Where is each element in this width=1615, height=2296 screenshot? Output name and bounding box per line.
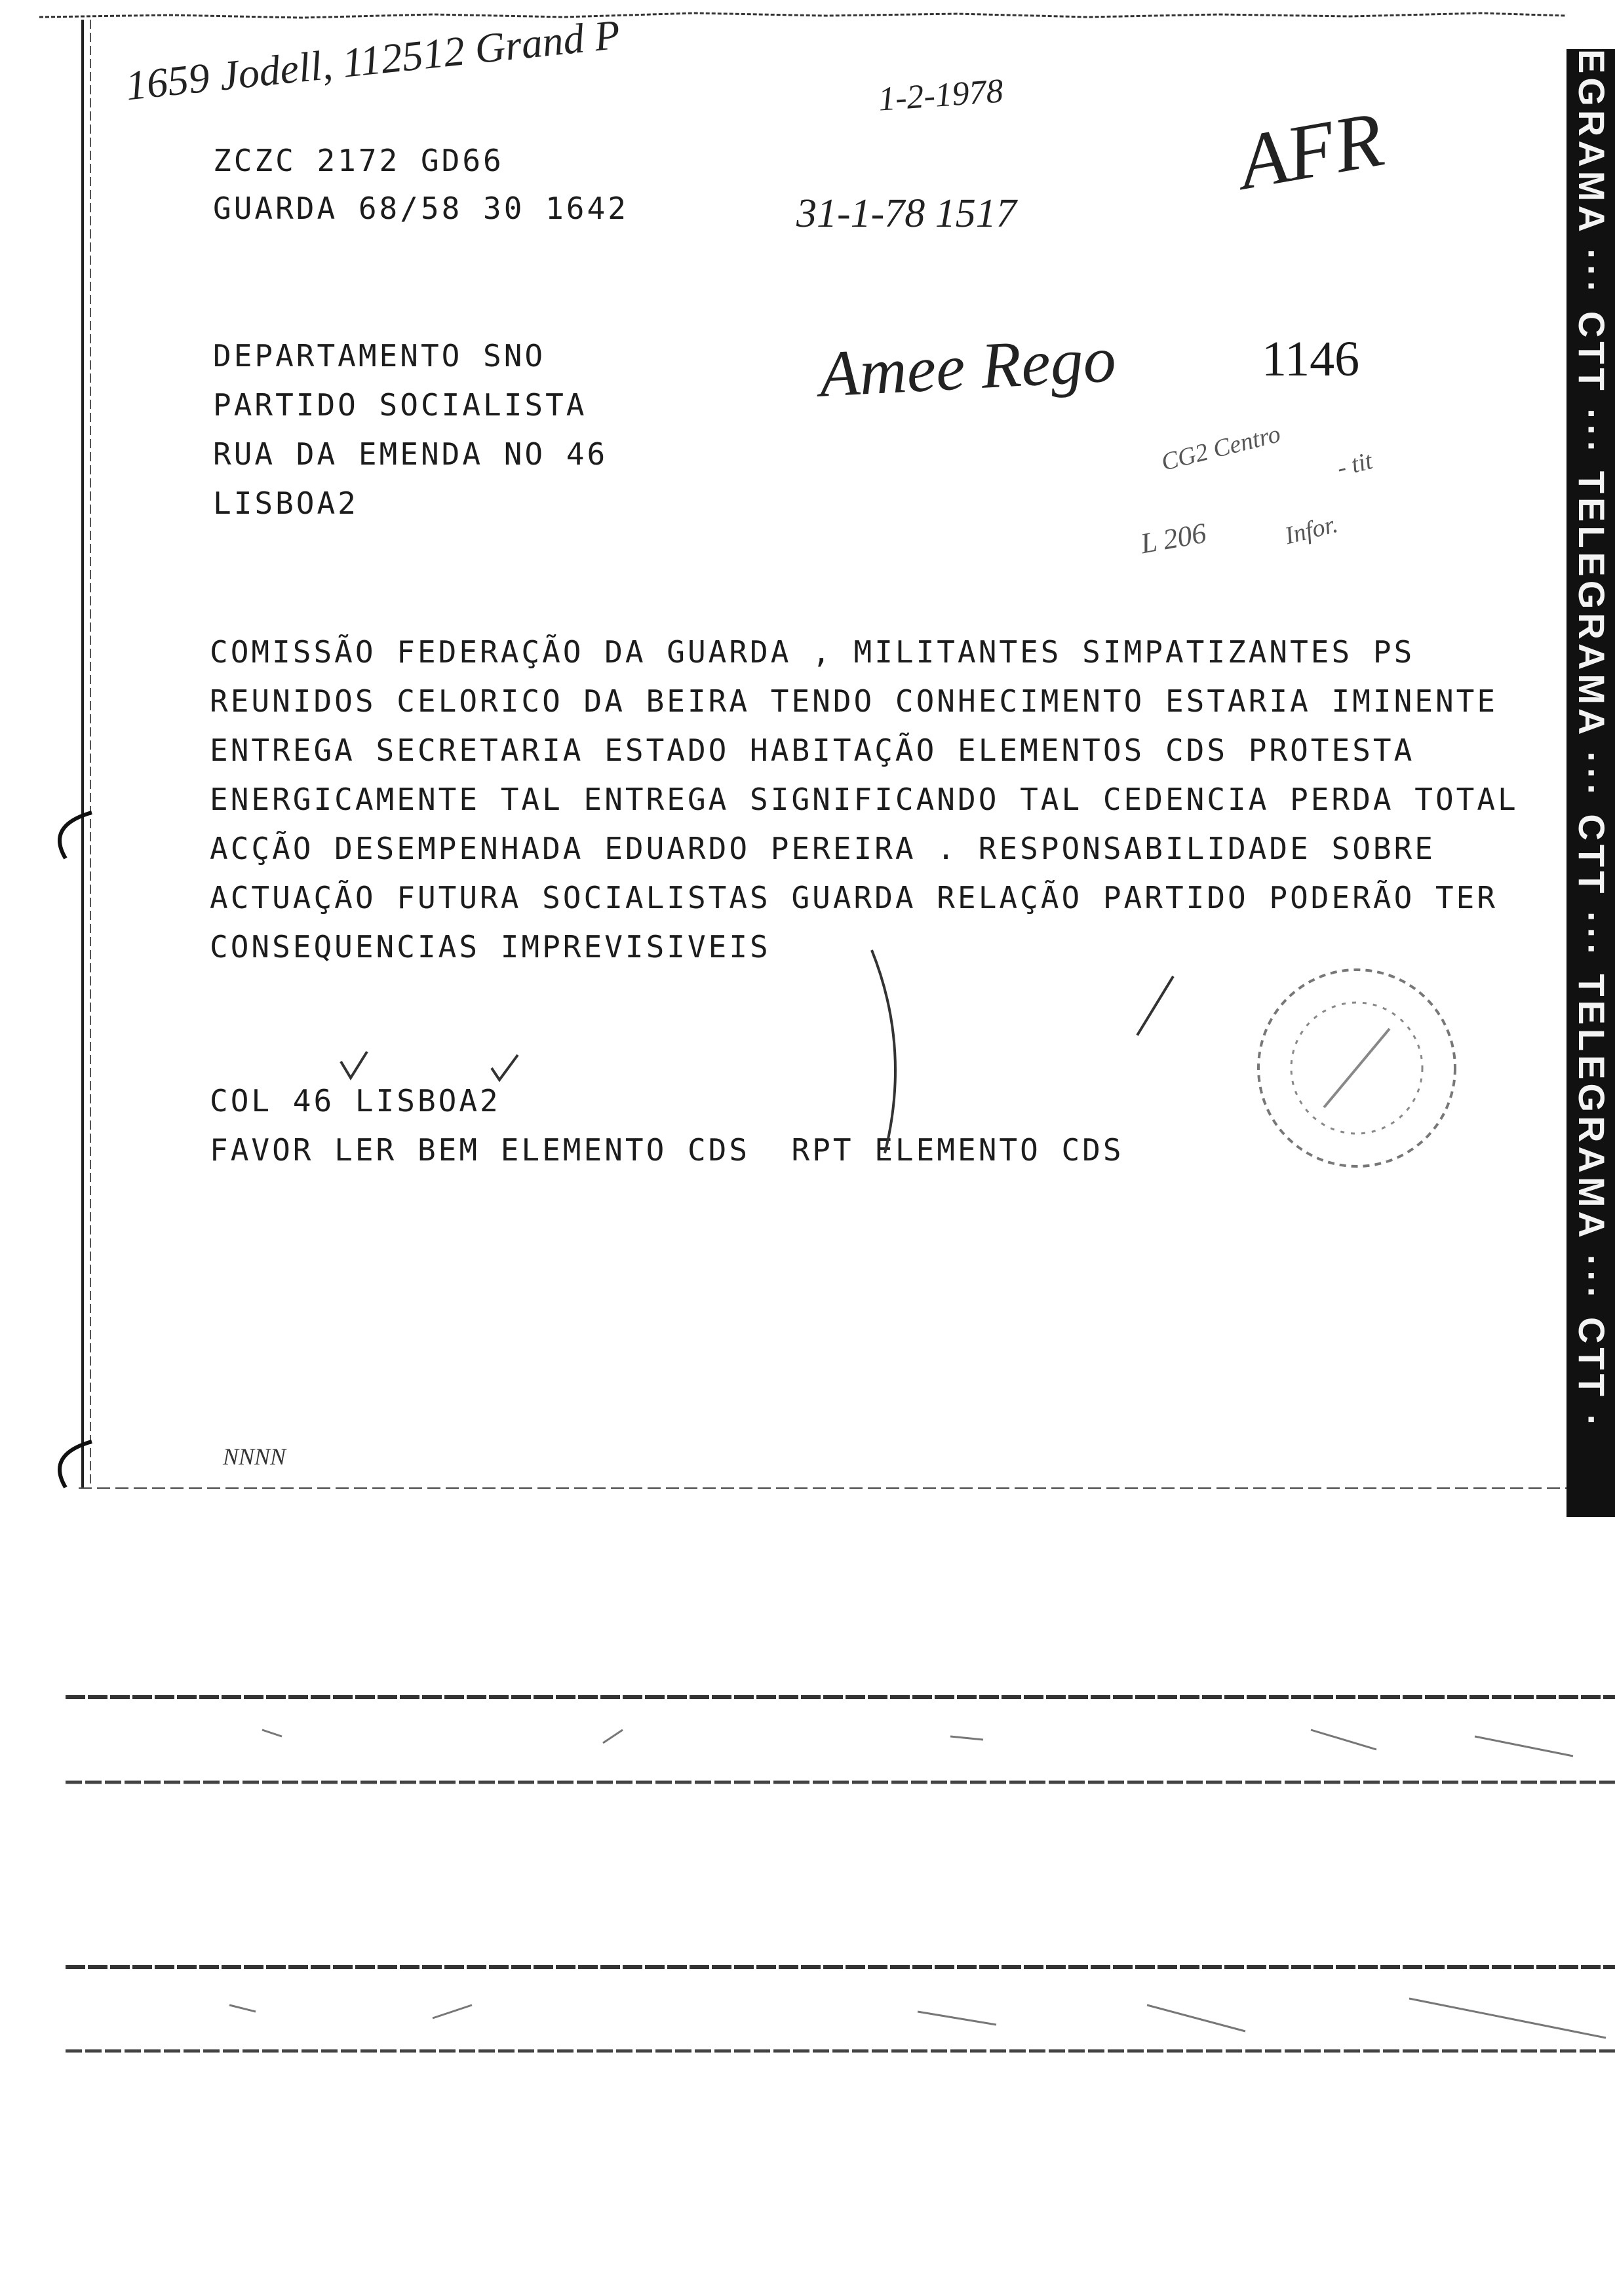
margin-note-4: Infor. [1282, 510, 1341, 550]
message-line: CONSEQUENCIAS IMPREVISIVEIS [210, 929, 771, 965]
check-marks [328, 1042, 537, 1094]
postmark-stamp [1245, 957, 1468, 1179]
telegram-side-band [1566, 49, 1615, 1517]
torn-top-edge [39, 9, 1566, 21]
handwritten-initials: AFR [1232, 94, 1390, 206]
left-form-border [79, 20, 98, 1487]
margin-note-3: - tit [1334, 447, 1376, 482]
left-margin-hook [39, 799, 98, 865]
address-line-1: DEPARTAMENTO SNO [213, 338, 546, 373]
message-line: ACTUAÇÃO FUTURA SOCIALISTAS GUARDA RELAÇÃO PARTIDO PODERÃO TER [210, 880, 1498, 915]
message-line: ENERGICAMENTE TAL ENTREGA SIGNIFICANDO TAL CEDENCIA PERDA TOTAL [210, 782, 1519, 817]
message-line: COMISSÃO FEDERAÇÃO DA GUARDA , MILITANTES SIMPATIZANTES PS [210, 634, 1415, 670]
address-line-4: LISBOA2 [213, 486, 359, 521]
handwritten-signature: Amee Rego [817, 322, 1118, 411]
bracket-stroke [839, 944, 931, 1160]
margin-note-2: L 206 [1138, 516, 1209, 560]
scan-noise-strip [66, 1959, 1615, 2057]
message-line: ACÇÃO DESEMPENHADA EDUARDO PEREIRA . RESPONSABILIDADE SOBRE [210, 831, 1435, 866]
address-line-2: PARTIDO SOCIALISTA [213, 387, 587, 423]
register-number: 1146 [1262, 332, 1360, 387]
slash-stroke [1127, 970, 1180, 1042]
header-line-1: ZCZC 2172 GD66 [213, 143, 504, 178]
footer-line-1: COL 46 LISBOA2 [210, 1083, 501, 1119]
address-line-3: RUA DA EMENDA NO 46 [213, 436, 608, 472]
handwritten-bottom-mark: NNNN [223, 1444, 286, 1470]
scan-noise-strip [66, 1691, 1615, 1789]
handwritten-received-date: 31-1-78 1517 [796, 191, 1017, 236]
margin-note-1: CG2 Centro [1158, 420, 1283, 476]
handwritten-date-top: 1-2-1978 [877, 72, 1005, 119]
left-margin-hook [39, 1422, 98, 1494]
footer-line-2: FAVOR LER BEM ELEMENTO CDS RPT ELEMENTO CDS [210, 1132, 1124, 1168]
handwritten-top-left-note: 1659 Jodell, 112512 Grand P [123, 10, 623, 109]
header-line-2: GUARDA 68/58 30 1642 [213, 191, 629, 226]
message-line: ENTREGA SECRETARIA ESTADO HABITAÇÃO ELEMENTOS CDS PROTESTA [210, 733, 1415, 768]
message-line: REUNIDOS CELORICO DA BEIRA TENDO CONHECIMENTO ESTARIA IMINENTE [210, 683, 1498, 719]
bottom-form-edge [79, 1484, 1606, 1492]
side-band-text: EGRAMA ··· CTT ··· TELEGRAMA ··· CTT ··· TELEGRAMA ··· CTT · [1571, 49, 1612, 1431]
